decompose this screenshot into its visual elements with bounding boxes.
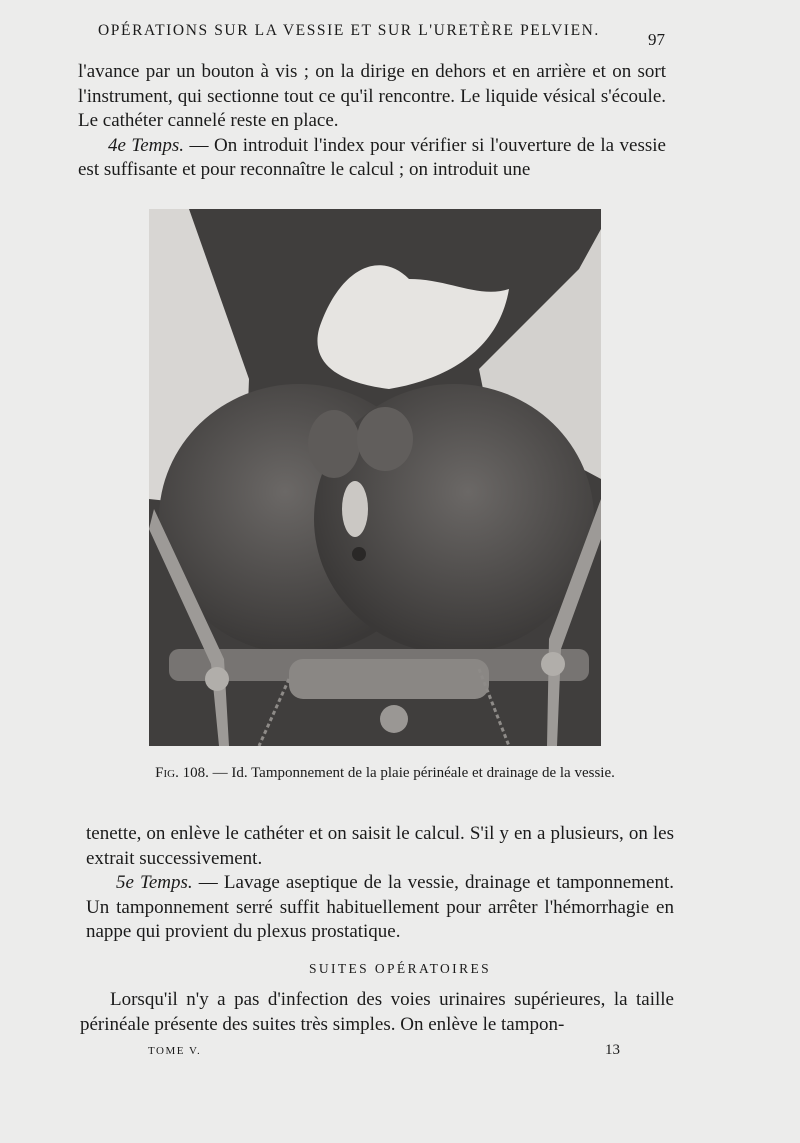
figure-photograph xyxy=(149,209,601,746)
paragraph: l'avance par un bouton à vis ; on la dirige en dehors et en arrière et on sort l'instrument, qui sectionne tout ce qu'il rencontre. Le liquide vésical s'écoule. Le cathéter cannelé reste en place. xyxy=(78,61,666,131)
paragraph-text: — Lavage aseptique de la vessie, drainage et tamponnement. Un tamponnement serré suffit habituellement pour arrêter l'hémorrhagie en nappe qui provient du plexus prostatique. xyxy=(86,872,674,942)
running-title: OPÉRATIONS SUR LA VESSIE ET SUR L'URETÈRE PELVIEN. xyxy=(98,22,600,39)
volume-label: TOME V. xyxy=(148,1045,202,1057)
text-block-top xyxy=(78,60,666,183)
paragraph: tenette, on enlève le cathéter et on saisit le calcul. S'il y en a plusieurs, on les extrait successivement. xyxy=(86,823,674,869)
section-heading: SUITES OPÉRATOIRES xyxy=(308,961,492,976)
step-label: 5e Temps. xyxy=(116,872,193,893)
figure-caption xyxy=(150,764,620,783)
paragraph xyxy=(86,871,674,945)
text-block-middle xyxy=(86,822,674,945)
text-block-bottom xyxy=(80,988,674,1037)
surgical-photo-illustration xyxy=(149,209,601,746)
paragraph: Lorsqu'il n'y a pas d'infection des voies urinaires supérieures, la taille périnéale présente des suites très simples. On enlève le tampon- xyxy=(80,989,674,1035)
paragraph-text: — On introduit l'index pour vérifier si l'ouverture de la vessie est suffisante et pour reconnaître le calcul ; on introduit une xyxy=(78,134,666,180)
paragraph xyxy=(78,134,666,183)
caption-text: — Id. Tamponnement de la plaie périnéale et drainage de la vessie. xyxy=(208,765,615,781)
page-number: 97 xyxy=(648,30,665,49)
caption-label: Fig. 108. xyxy=(155,765,209,781)
signature-mark: 13 xyxy=(605,1042,620,1058)
step-label: 4e Temps. xyxy=(108,134,185,156)
